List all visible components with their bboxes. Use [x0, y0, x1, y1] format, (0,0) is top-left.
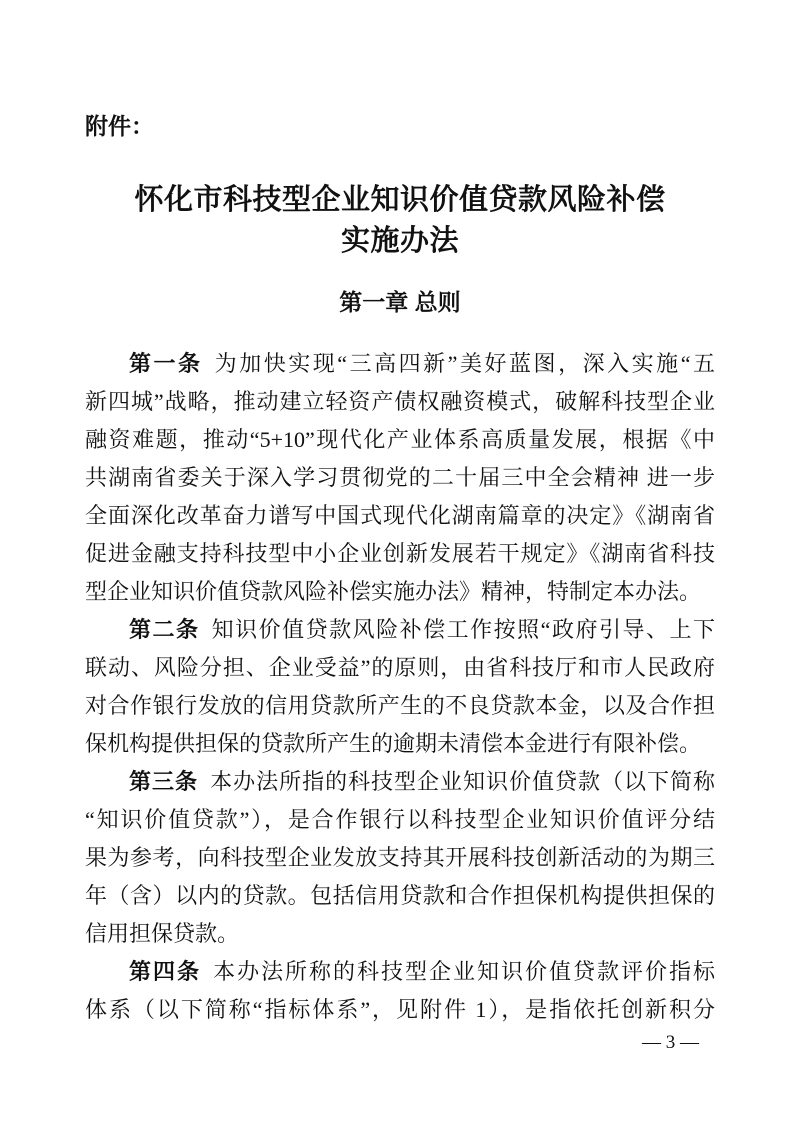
body-line — [85, 763, 715, 801]
body-line: 果为参考，向科技型企业发放支持其开展科技创新活动的为期三 — [85, 845, 715, 870]
article-label: 第一条 — [129, 351, 203, 376]
paragraph-article-3 — [85, 763, 715, 953]
document-title-line-1: 怀化市科技型企业知识价值贷款风险补偿 — [134, 184, 666, 216]
body-line: 促进金融支持科技型中小企业创新发展若干规定》《湖南省科技 — [85, 541, 715, 566]
body-line-text: 本办法所称的科技型企业知识价值贷款评价指标 — [213, 959, 715, 984]
body-line: 体系（以下简称“指标体系”，见附件 1），是指依托创新积分 — [85, 997, 715, 1022]
paragraph-article-4 — [85, 953, 715, 1029]
body-line: 保机构提供担保的贷款所产生的逾期未清偿本金进行有限补偿。 — [85, 731, 702, 756]
body-line: 全面深化改革奋力谱写中国式现代化湖南篇章的决定》《湖南省 — [85, 503, 715, 528]
body-line — [85, 345, 715, 383]
attachment-label: 附件： — [85, 113, 154, 139]
body-line — [85, 953, 715, 991]
body-line: 年（含）以内的贷款。包括信用贷款和合作担保机构提供担保的 — [85, 883, 715, 908]
chapter-heading: 第一章 总则 — [339, 289, 461, 315]
paragraph-article-1 — [85, 345, 715, 611]
body-line: 型企业知识价值贷款风险补偿实施办法》精神，特制定本办法。 — [85, 579, 702, 604]
body-line: 对合作银行发放的信用贷款所产生的不良贷款本金，以及合作担 — [85, 693, 715, 718]
body-line: “知识价值贷款”），是合作银行以科技型企业知识价值评分结 — [85, 807, 715, 832]
body-line: 融资难题，推动“5+10”现代化产业体系高质量发展，根据《中 — [85, 427, 715, 452]
body-line: 联动、风险分担、企业受益”的原则，由省科技厅和市人民政府 — [85, 655, 715, 680]
body-line-text: 知识价值贷款风险补偿工作按照“政府引导、上下 — [211, 617, 715, 642]
body-line: 共湖南省委关于深入学习贯彻党的二十届三中全会精神 进一步 — [85, 465, 715, 490]
document-title — [85, 180, 715, 262]
body-line-text: 为加快实现“三高四新”美好蓝图，深入实施“五 — [214, 351, 715, 376]
body-line-text: 本办法所指的科技型企业知识价值贷款（以下简称 — [210, 769, 715, 794]
document-title-line-2: 实施办法 — [340, 225, 459, 257]
body-line: 信用担保贷款。 — [85, 921, 240, 946]
body-line: 新四城”战略，推动建立轻资产债权融资模式，破解科技型企业 — [85, 389, 715, 414]
article-label: 第四条 — [129, 959, 201, 984]
body-line — [85, 611, 715, 649]
document-body — [85, 345, 715, 1029]
article-label: 第二条 — [129, 617, 200, 642]
article-label: 第三条 — [129, 769, 198, 794]
paragraph-article-2 — [85, 611, 715, 763]
page-number: — 3 — — [642, 1032, 699, 1053]
